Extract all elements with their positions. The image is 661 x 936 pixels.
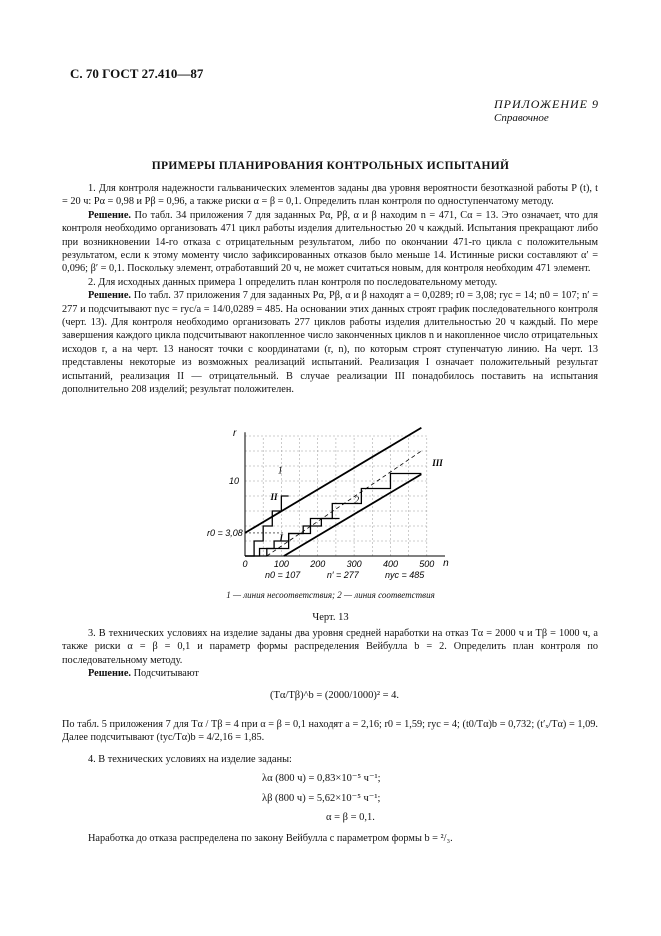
formula-lambda-alpha: λα (800 ч) = 0,83×10⁻⁵ ч⁻¹; [262, 773, 381, 784]
paragraph-1: 1. Для контроля надежности гальванических элементов заданы два уровня вероятности безотказной работы P (t), t = 20 ч: Pα = 0,98 и Pβ = 0,96, а также риски α = β = 0,1. Определить план контроля по одноступенчатому методу. [62, 183, 598, 208]
y-axis-label: r [233, 428, 237, 439]
text-block-3 [62, 718, 598, 766]
realization-II-label: II [270, 491, 278, 502]
paragraph-5: 3. В технических условиях на изделие заданы два уровня средней наработки на отказ Tα = 2000 ч и Tβ = 1000 ч, а также риски α = β = 0,1 и параметр формы распределения Вейбулла b = 2. Определить план контроля по последовательному методу. [62, 628, 598, 666]
x-tick-label: 500 [419, 559, 435, 569]
page-header: С. 70 ГОСТ 27.410—87 [70, 66, 204, 81]
paragraph-3: 2. Для исходных данных примера 1 определить план контроля по последовательному методу. [88, 276, 498, 288]
paragraph-8: 4. В технических условиях на изделие заданы: [88, 753, 292, 765]
section-title: ПРИМЕРЫ ПЛАНИРОВАНИЯ КОНТРОЛЬНЫХ ИСПЫТАНИЙ [151, 160, 510, 172]
y-tick-label: 10 [229, 476, 240, 486]
n0-label: n0 = 107 [265, 570, 301, 580]
x-tick-label: 0 [242, 559, 248, 569]
appendix-title: ПРИЛОЖЕНИЕ 9 [494, 97, 599, 111]
solution-label: Решение. [88, 209, 131, 221]
figure-label: Черт. 13 [312, 612, 349, 623]
x-tick-label: 300 [346, 559, 362, 569]
text-block-4 [62, 832, 598, 845]
x-tick-label: 200 [310, 559, 326, 569]
paragraph-4 [62, 289, 598, 396]
sequential-control-chart [205, 426, 465, 586]
formula-risks: α = β = 0,1. [326, 812, 375, 823]
formula-lambda-beta: λβ (800 ч) = 5,62×10⁻⁵ ч⁻¹; [262, 793, 381, 804]
paragraph-2-text: По табл. 34 приложения 7 для заданных Pα, Pβ, α и β находим n = 471, Cα = 13. Это означает, что для контроля необходимо организовать 471 цикл работы изделия длительностью 20 ч каждый. Испытания прекращают либо при возникновении 14-го отказа с отрицательным результатом, либо по окончании 471-го цикла с положительным результатом, если к этому моменту число зафиксированных отказов было меньше 14. Истинные риски составляют α′ = 0,096; β′ = 0,1. Поскольку элемент, отработавший 20 ч, не может считаться новым, для контроля необходим 471 элемент. [62, 209, 598, 275]
curve-1-label: 1 [277, 465, 283, 477]
realization-III-label: III [432, 458, 443, 468]
appendix-label [494, 97, 599, 125]
paragraph-6 [62, 667, 598, 680]
text-block-1 [62, 182, 598, 397]
paragraph-6-text: Подсчитывают [131, 668, 199, 680]
r0-label: r0 = 3,08 [207, 527, 243, 538]
paragraph-4-text: По табл. 37 приложения 7 для заданных Pα, Pβ, α и β находят a = 0,0289; r0 = 3,08; rус = 14; n0 = 107; n′ = 277 и подсчитывают nус = rус/a = 14/0,0289 = 485. На основании этих данных строят график последовательного контроля (черт. 13). Для контроля необходимо организовать 277 циклов работы изделия длительностью 20 ч каждый. По мере завершения каждого цикла подсчитывают накопленное число законченных циклов n и накопленное число отрицательных исходов r, а на черт. 13 наносят точки с координатами (r, n), по которым строят ступенчатую линию. На черт. 13 представлены некоторые из возможных реализаций испытаний. Реализация I означает положительный результат испытаний, реализация II — отрицательный. В случае реализации III понадобилось поставить на испытания дополнительно 208 изделий; результат положителен. [62, 290, 598, 396]
chart-caption: 1 — линия несоответствия; 2 — линия соответствия [226, 590, 435, 600]
appendix-subtitle: Справочное [494, 112, 549, 124]
paragraph-2 [62, 209, 598, 276]
curve-2-label: 2 [354, 495, 360, 507]
solution-label: Решение. [88, 290, 131, 302]
x-axis-label: n [443, 558, 449, 569]
realization-I-label: I [279, 533, 284, 543]
x-tick-label: 400 [382, 559, 398, 569]
solution-label: Решение. [88, 668, 131, 680]
formula-ratio: (Tα/Tβ)^b = (2000/1000)² = 4. [270, 690, 400, 701]
paragraph-9: Наработка до отказа распределена по закону Вейбулла с параметром формы b = ²/₃. [88, 833, 453, 844]
x-tick-label: 100 [273, 559, 289, 569]
n-prime-label: n′ = 277 [326, 570, 359, 580]
paragraph-7: По табл. 5 приложения 7 для Tα / Tβ = 4 при α = β = 0,1 находят a = 2,16; r0 = 1,59; rус = 4; (t0/Tα)b = 0,732; (t′ₓ/Tα) = 1,09. Далее подсчитывают (tус/Tα)b = 4/2,16 = 1,85. [62, 719, 598, 744]
line-1 [245, 428, 421, 533]
realization-III-path [245, 474, 421, 557]
n-yc-label: nус = 485 [385, 570, 425, 580]
line-2 [284, 474, 421, 556]
text-block-2 [62, 627, 598, 681]
